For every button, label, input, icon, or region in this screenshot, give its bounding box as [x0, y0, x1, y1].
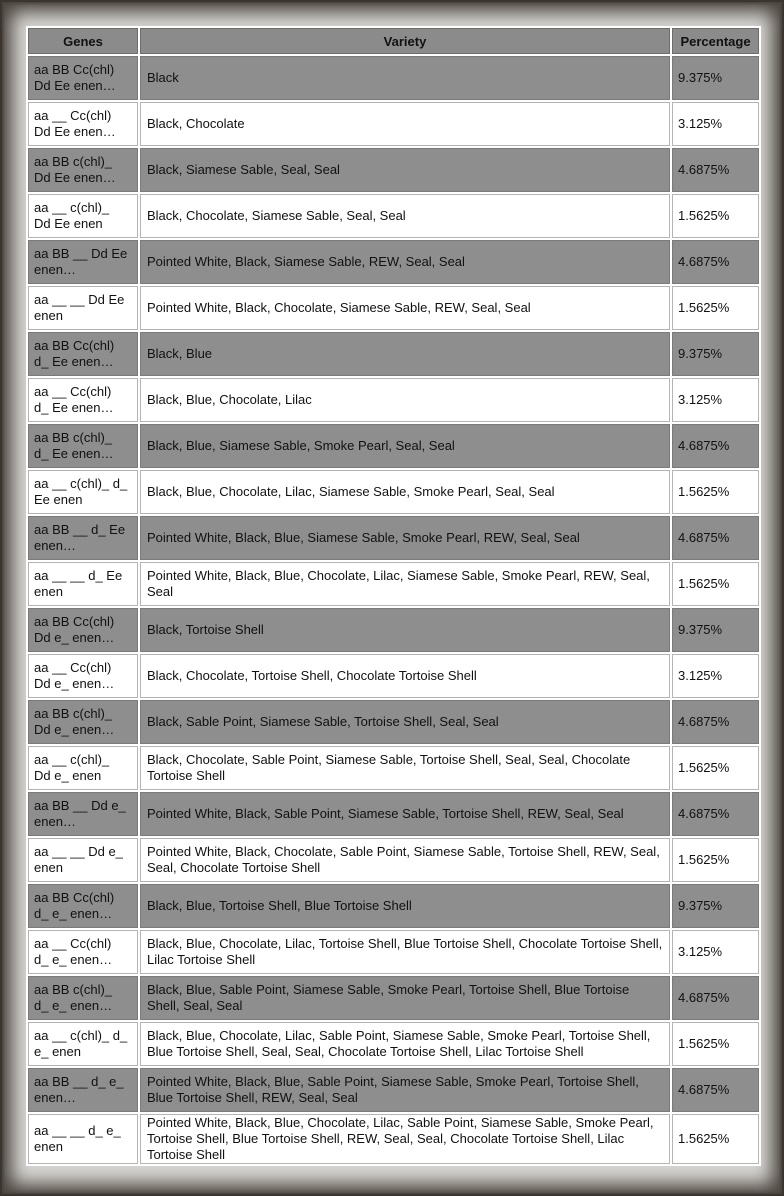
- genes-line-1: aa BB c(chl)_: [34, 982, 113, 997]
- genes-cell: [28, 1022, 138, 1066]
- variety-cell: Black, Blue, Siamese Sable, Smoke Pearl, Seal, Seal: [140, 424, 670, 468]
- variety-cell: Black, Blue, Chocolate, Lilac, Tortoise Shell, Blue Tortoise Shell, Chocolate Tortoise Shell, Lilac Tortoise Shell: [140, 930, 670, 974]
- genes-line-1: aa __ c(chl)_: [34, 200, 110, 215]
- genes-line-1: aa __ Cc(chl): [34, 108, 112, 123]
- variety-cell: Black, Chocolate, Sable Point, Siamese Sable, Tortoise Shell, Seal, Seal, Chocolate Tortoise Shell: [140, 746, 670, 790]
- genes-line-1: aa __ c(chl)_ d_: [34, 476, 128, 491]
- genes-line-2: Dd e_ enen…: [34, 630, 115, 645]
- genes-cell: [28, 378, 138, 422]
- table-row: [28, 1114, 759, 1164]
- percentage-cell: 9.375%: [672, 56, 759, 100]
- table-row: [28, 1068, 759, 1112]
- variety-cell: Pointed White, Black, Sable Point, Siamese Sable, Tortoise Shell, REW, Seal, Seal: [140, 792, 670, 836]
- genes-line-2: e_ enen: [34, 1044, 81, 1059]
- genes-line-1: aa BB Cc(chl): [34, 614, 115, 629]
- table-row: [28, 562, 759, 606]
- percentage-cell: 1.5625%: [672, 838, 759, 882]
- percentage-cell: 4.6875%: [672, 700, 759, 744]
- genes-cell: [28, 838, 138, 882]
- table-row: [28, 332, 759, 376]
- variety-cell: Black, Siamese Sable, Seal, Seal: [140, 148, 670, 192]
- genes-line-1: aa __ __ Dd e_: [34, 844, 123, 859]
- genes-line-1: aa BB __ Dd e_: [34, 798, 126, 813]
- genes-line-2: Dd e_ enen…: [34, 722, 115, 737]
- genes-cell: [28, 976, 138, 1020]
- genes-line-2: Dd Ee enen: [34, 216, 103, 231]
- genes-line-1: aa BB c(chl)_: [34, 430, 113, 445]
- percentage-cell: 9.375%: [672, 884, 759, 928]
- percentage-cell: 9.375%: [672, 332, 759, 376]
- genes-header: Genes: [28, 28, 138, 54]
- genes-line-2: enen: [34, 1139, 63, 1154]
- genes-line-2: enen: [34, 860, 63, 875]
- table-row: [28, 608, 759, 652]
- table-row: [28, 378, 759, 422]
- genes-line-2: enen…: [34, 814, 76, 829]
- percentage-cell: 1.5625%: [672, 286, 759, 330]
- genes-line-1: aa BB Cc(chl): [34, 338, 115, 353]
- variety-cell: Black, Blue, Chocolate, Lilac: [140, 378, 670, 422]
- variety-cell: Black, Blue, Sable Point, Siamese Sable, Smoke Pearl, Tortoise Shell, Blue Tortoise Shell, Seal, Seal: [140, 976, 670, 1020]
- percentage-cell: 4.6875%: [672, 424, 759, 468]
- table-row: [28, 746, 759, 790]
- header-row: [28, 28, 759, 54]
- table-row: [28, 516, 759, 560]
- genes-cell: [28, 194, 138, 238]
- genes-line-2: Dd Ee enen…: [34, 170, 116, 185]
- percentage-cell: 4.6875%: [672, 1068, 759, 1112]
- percentage-cell: 1.5625%: [672, 194, 759, 238]
- percentage-cell: 4.6875%: [672, 148, 759, 192]
- percentage-header: Percentage: [672, 28, 759, 54]
- table-row: [28, 792, 759, 836]
- genes-line-1: aa __ Cc(chl): [34, 384, 112, 399]
- genes-line-2: Dd e_ enen…: [34, 676, 115, 691]
- table-row: [28, 194, 759, 238]
- genes-line-2: enen…: [34, 1090, 76, 1105]
- variety-cell: Black, Tortoise Shell: [140, 608, 670, 652]
- percentage-cell: 3.125%: [672, 378, 759, 422]
- percentage-cell: 4.6875%: [672, 240, 759, 284]
- percentage-cell: 4.6875%: [672, 976, 759, 1020]
- variety-cell: Pointed White, Black, Siamese Sable, REW, Seal, Seal: [140, 240, 670, 284]
- percentage-cell: 3.125%: [672, 654, 759, 698]
- percentage-cell: 1.5625%: [672, 1114, 759, 1164]
- table-row: [28, 700, 759, 744]
- genes-line-2: enen: [34, 308, 63, 323]
- genes-line-1: aa __ Cc(chl): [34, 936, 112, 951]
- variety-cell: Black, Sable Point, Siamese Sable, Tortoise Shell, Seal, Seal: [140, 700, 670, 744]
- table-row: [28, 148, 759, 192]
- genes-line-1: aa BB Cc(chl): [34, 62, 115, 77]
- genes-line-2: enen…: [34, 262, 76, 277]
- genes-line-2: d_ Ee enen…: [34, 354, 114, 369]
- genes-cell: [28, 332, 138, 376]
- genes-line-2: enen: [34, 584, 63, 599]
- genes-cell: [28, 608, 138, 652]
- percentage-cell: 1.5625%: [672, 1022, 759, 1066]
- variety-header: Variety: [140, 28, 670, 54]
- table-row: [28, 1022, 759, 1066]
- genes-line-1: aa BB c(chl)_: [34, 706, 113, 721]
- table-row: [28, 56, 759, 100]
- table-row: [28, 930, 759, 974]
- table-row: [28, 838, 759, 882]
- genes-line-1: aa BB __ d_ e_: [34, 1074, 124, 1089]
- genes-cell: [28, 148, 138, 192]
- genes-cell: [28, 654, 138, 698]
- percentage-cell: 4.6875%: [672, 516, 759, 560]
- percentage-cell: 1.5625%: [672, 746, 759, 790]
- variety-cell: Pointed White, Black, Chocolate, Sable Point, Siamese Sable, Tortoise Shell, REW, Seal, Seal, Chocolate Tortoise Shell: [140, 838, 670, 882]
- genes-line-2: Ee enen: [34, 492, 83, 507]
- genes-line-2: d_ e_ enen…: [34, 906, 113, 921]
- genes-cell: [28, 1114, 138, 1164]
- variety-cell: Black, Blue, Tortoise Shell, Blue Tortoise Shell: [140, 884, 670, 928]
- genes-line-2: Dd Ee enen…: [34, 124, 116, 139]
- table-row: [28, 424, 759, 468]
- percentage-cell: 1.5625%: [672, 562, 759, 606]
- genes-line-1: aa __ Cc(chl): [34, 660, 112, 675]
- genes-line-2: Dd Ee enen…: [34, 78, 116, 93]
- genes-cell: [28, 562, 138, 606]
- genes-line-1: aa __ c(chl)_: [34, 752, 110, 767]
- variety-cell: Pointed White, Black, Blue, Chocolate, Lilac, Sable Point, Siamese Sable, Smoke Pearl, Tortoise Shell, Blue Tortoise Shell, REW, Seal, Seal, Chocolate Tortoise Shell, Lilac Tortoise Shell: [140, 1114, 670, 1164]
- genes-cell: [28, 470, 138, 514]
- variety-cell: Pointed White, Black, Blue, Chocolate, Lilac, Siamese Sable, Smoke Pearl, REW, Seal, Seal: [140, 562, 670, 606]
- genes-line-1: aa BB Cc(chl): [34, 890, 115, 905]
- genes-cell: [28, 884, 138, 928]
- genes-cell: [28, 1068, 138, 1112]
- table-row: [28, 976, 759, 1020]
- genes-cell: [28, 286, 138, 330]
- table-row: [28, 654, 759, 698]
- genes-line-1: aa __ __ d_ e_: [34, 1123, 121, 1138]
- genes-cell: [28, 240, 138, 284]
- percentage-cell: 9.375%: [672, 608, 759, 652]
- genes-cell: [28, 700, 138, 744]
- genes-line-2: d_ e_ enen…: [34, 998, 113, 1013]
- table-row: [28, 470, 759, 514]
- genes-line-1: aa BB c(chl)_: [34, 154, 113, 169]
- variety-cell: Black, Blue, Chocolate, Lilac, Sable Point, Siamese Sable, Smoke Pearl, Tortoise Shell, Blue Tortoise Shell, Seal, Seal, Chocolate Tortoise Shell, Lilac Tortoise Shell: [140, 1022, 670, 1066]
- percentage-cell: 1.5625%: [672, 470, 759, 514]
- genes-cell: [28, 746, 138, 790]
- variety-cell: Pointed White, Black, Chocolate, Siamese Sable, REW, Seal, Seal: [140, 286, 670, 330]
- table-body: [28, 56, 759, 1164]
- table-row: [28, 102, 759, 146]
- percentage-cell: 3.125%: [672, 930, 759, 974]
- genes-line-1: aa BB __ Dd Ee: [34, 246, 128, 261]
- table-row: [28, 240, 759, 284]
- variety-cell: Pointed White, Black, Blue, Sable Point, Siamese Sable, Smoke Pearl, Tortoise Shell, Blue Tortoise Shell, REW, Seal, Seal: [140, 1068, 670, 1112]
- genes-cell: [28, 424, 138, 468]
- genes-line-2: d_ Ee enen…: [34, 446, 114, 461]
- genes-line-2: enen…: [34, 538, 76, 553]
- genes-line-1: aa __ __ d_ Ee: [34, 568, 123, 583]
- genes-cell: [28, 930, 138, 974]
- table-row: [28, 884, 759, 928]
- genes-table: [26, 26, 761, 1166]
- table-row: [28, 286, 759, 330]
- variety-cell: Black, Chocolate, Tortoise Shell, Chocolate Tortoise Shell: [140, 654, 670, 698]
- genes-cell: [28, 516, 138, 560]
- variety-cell: Black: [140, 56, 670, 100]
- genes-line-1: aa __ c(chl)_ d_: [34, 1028, 128, 1043]
- genes-line-1: aa __ __ Dd Ee: [34, 292, 125, 307]
- variety-cell: Black, Blue, Chocolate, Lilac, Siamese Sable, Smoke Pearl, Seal, Seal: [140, 470, 670, 514]
- percentage-cell: 3.125%: [672, 102, 759, 146]
- percentage-cell: 4.6875%: [672, 792, 759, 836]
- genes-cell: [28, 56, 138, 100]
- variety-cell: Black, Blue: [140, 332, 670, 376]
- variety-cell: Black, Chocolate, Siamese Sable, Seal, Seal: [140, 194, 670, 238]
- genes-cell: [28, 792, 138, 836]
- genes-line-2: Dd e_ enen: [34, 768, 102, 783]
- variety-cell: Pointed White, Black, Blue, Siamese Sable, Smoke Pearl, REW, Seal, Seal: [140, 516, 670, 560]
- genes-line-2: d_ Ee enen…: [34, 400, 114, 415]
- variety-cell: Black, Chocolate: [140, 102, 670, 146]
- genes-line-1: aa BB __ d_ Ee: [34, 522, 126, 537]
- genes-line-2: d_ e_ enen…: [34, 952, 113, 967]
- genes-cell: [28, 102, 138, 146]
